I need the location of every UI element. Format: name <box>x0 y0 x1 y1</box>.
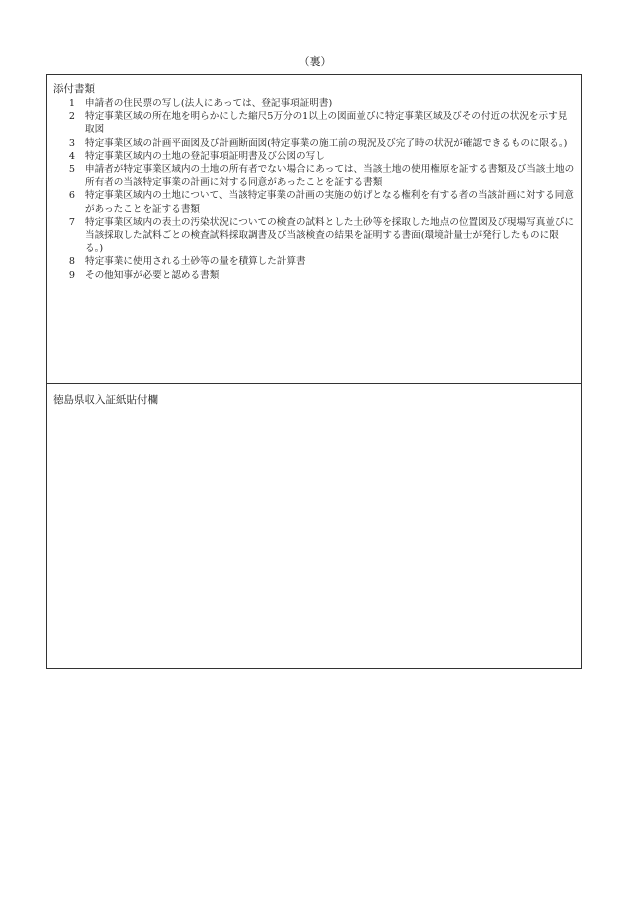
attachment-item-9 <box>53 269 575 282</box>
attachment-text: 特定事業区域内の表土の汚染状況についての検査の試料とした土砂等を採取した地点の位置図及び現場写真並びに当該採取した試料ごとの検査試料採取調書及び当該検査の結果を証明する書面(環境計量士が発行したものに限る。) <box>85 216 575 255</box>
attachment-item-3 <box>53 137 575 150</box>
attachment-number: 2 <box>68 111 75 123</box>
attachment-text: 申請者が特定事業区域内の土地の所有者でない場合にあっては、当該土地の使用権原を証する書類及び当該土地の所有者の当該特定事業の計画に対する同意があったことを証する書類 <box>85 164 575 189</box>
attachment-number: 5 <box>68 164 75 176</box>
revenue-stamp-area <box>47 384 581 668</box>
attachment-text: その他知事が必要と認める書類 <box>85 269 220 281</box>
attachment-item-2 <box>53 110 575 136</box>
page-heading: （裏） <box>298 55 332 68</box>
form-box <box>46 74 582 669</box>
attachment-item-8 <box>53 255 575 268</box>
attachment-text: 特定事業に使用される土砂等の量を積算した計算書 <box>85 256 306 268</box>
attachment-item-6 <box>53 189 575 215</box>
attachment-text: 特定事業区域内の土地の登記事項証明書及び公図の写し <box>85 150 325 162</box>
attachment-item-1 <box>53 97 575 110</box>
attachment-number: 9 <box>68 269 75 281</box>
attachment-text: 特定事業区域の所在地を明らかにした縮尺5万分の1以上の図面並びに特定事業区域及びその付近の状況を示す見取図 <box>85 111 568 136</box>
attachment-item-7 <box>53 216 575 256</box>
attachments-title: 添付書類 <box>53 83 95 95</box>
attachment-number: 7 <box>68 216 75 228</box>
attachment-item-4 <box>53 150 575 163</box>
attachment-text: 申請者の住民票の写し(法人にあっては、登記事項証明書) <box>85 98 333 109</box>
attachment-number: 1 <box>68 98 75 109</box>
attachment-number: 4 <box>68 150 75 162</box>
attachment-number: 6 <box>68 190 75 202</box>
attachment-number: 3 <box>68 137 75 149</box>
attachment-item-5 <box>53 163 575 189</box>
attachment-text: 特定事業区域の計画平面図及び計画断面図(特定事業の施工前の現況及び完了時の状況が確認できるものに限る。) <box>85 137 568 149</box>
revenue-stamp-title: 徳島県収入証紙貼付欄 <box>53 394 158 406</box>
attachment-text: 特定事業区域内の土地について、当該特定事業の計画の実施の妨げとなる権利を有する者の当該計画に対する同意があったことを証する書類 <box>85 190 574 215</box>
attachment-number: 8 <box>68 256 75 268</box>
attachments-section <box>47 75 581 384</box>
attachments-list <box>53 97 575 282</box>
